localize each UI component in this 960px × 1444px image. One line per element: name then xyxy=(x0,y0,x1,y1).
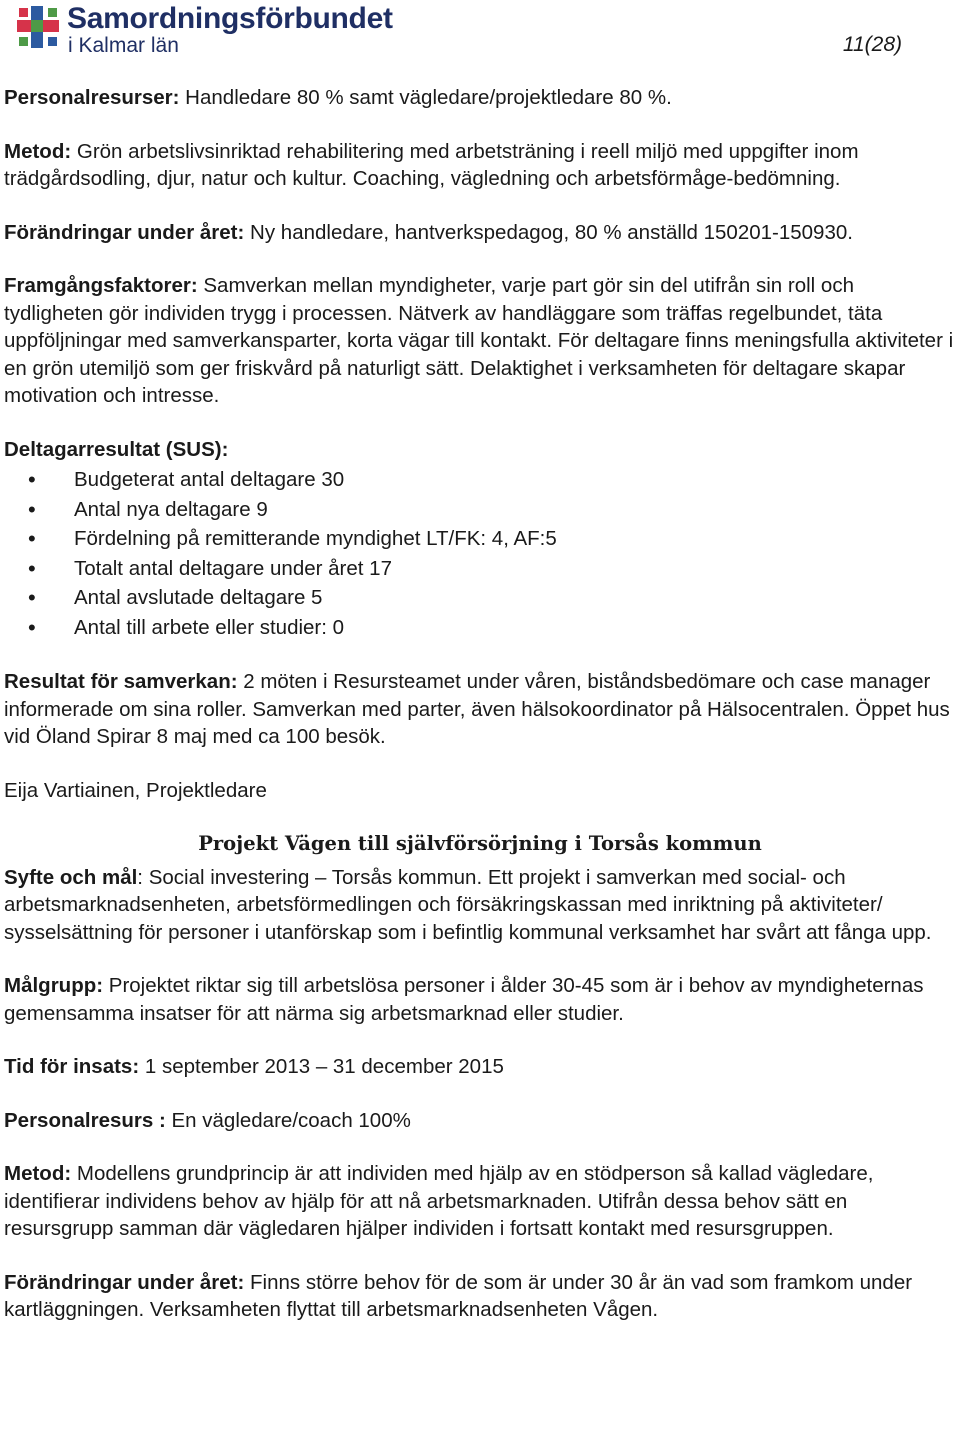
label-personalresurser: Personalresurser: xyxy=(4,86,180,109)
paragraph-personalresurser xyxy=(4,84,956,112)
section-heading: Projekt Vägen till självförsörjning i Torsås kommun xyxy=(198,832,762,855)
paragraph-framgangsfaktorer xyxy=(4,272,956,410)
label-metod: Metod: xyxy=(4,139,72,163)
samordningsforbundet-logo xyxy=(15,2,393,57)
deltagarresultat-heading: Deltagarresultat (SUS): xyxy=(4,437,229,461)
label-syfte: Syfte och mål xyxy=(4,865,138,889)
page-header xyxy=(0,0,960,60)
text-resultat-samverkan: 2 möten i Resursteamet under våren, biståndsbedömare och case manager informerade om sina roller. Samverkan med parter, även hälsokoordinator på Hälsocentralen. Öppet hus vid Öland Spirar 8 maj med ca 100 besök. xyxy=(4,670,950,748)
paragraph-tid xyxy=(4,1053,956,1081)
text-framgangsfaktorer: Samverkan mellan myndigheter, varje part gör sin del utifrån sin roll och tydligheten gör individen trygg i processen. Nätverk av handläggare som träffas regelbundet, täta uppföljningar med samverkansparter, korta vägar till kontakt. För deltagare finns meningsfulla aktiviteter i en grön utemiljö som ger friskvård på naturligt sätt. Delaktighet i verksamheten för deltagare skapar motivation och intresse. xyxy=(4,274,954,407)
label-tid: Tid för insats: xyxy=(4,1055,140,1078)
paragraph-forandringar xyxy=(4,219,956,247)
list-item: • Antal till arbete eller studier: 0 xyxy=(4,613,956,643)
text-forandringar-2: Finns större behov för de som är under 30 år än vad som framkom under kartläggningen. Verksamheten flyttat till arbetsmarknadsenheten Vågen. xyxy=(4,1270,913,1321)
label-framgangsfaktorer: Framgångsfaktorer: xyxy=(4,274,198,297)
text-forandringar: Ny handledare, hantverkspedagog, 80 % anställd 150201-150930. xyxy=(244,220,853,244)
list-item: • Antal avslutade deltagare 5 xyxy=(4,583,956,613)
signature: Eija Vartiainen, Projektledare xyxy=(4,778,267,802)
label-metod-2: Metod: xyxy=(4,1162,72,1185)
list-item: • Totalt antal deltagare under året 17 xyxy=(4,554,956,584)
list-item: • Fördelning på remitterande myndighet LT/FK: 4, AF:5 xyxy=(4,524,956,554)
paragraph-syfte xyxy=(4,864,956,947)
label-personalresurs: Personalresurs : xyxy=(4,1108,166,1132)
label-forandringar-2: Förändringar under året: xyxy=(4,1270,245,1294)
text-metod: Grön arbetslivsinriktad rehabilitering med arbetsträning i reell miljö med uppgifter inom trädgårdsodling, djur, natur och kultur. Coaching, vägledning och arbetsförmåge-bedömning. xyxy=(4,139,859,190)
label-forandringar: Förändringar under året: xyxy=(4,220,245,244)
list-item: • Budgeterat antal deltagare 30 xyxy=(4,465,956,495)
paragraph-metod xyxy=(4,138,956,193)
text-personalresurser: Handledare 80 % samt vägledare/projektledare 80 %. xyxy=(179,86,672,109)
logo-org-name: Samordningsförbundet xyxy=(67,2,393,35)
paragraph-forandringar-2 xyxy=(4,1269,956,1324)
list-item: • Antal nya deltagare 9 xyxy=(4,495,956,525)
page-number: 11(28) xyxy=(842,33,902,56)
label-malgrupp: Målgrupp: xyxy=(4,974,104,997)
logo-org-region: i Kalmar län xyxy=(68,34,179,57)
text-syfte: : Social investering – Torsås kommun. Ett projekt i samverkan med social- och arbetsmarknadsenheten, arbetsförmedlingen och försäkringskassan med inriktning på aktiviteter/ sysselsättning för personer i utanförskap som i befintlig kommunal verksamhet har svårt att fånga upp. xyxy=(4,865,932,944)
text-malgrupp: Projektet riktar sig till arbetslösa personer i ålder 30-45 som är i behov av myndigheternas gemensamma insatser för att närma sig arbetsmarknad eller studier. xyxy=(4,974,924,1025)
document-body xyxy=(4,84,956,1324)
label-resultat-samverkan: Resultat för samverkan: xyxy=(4,670,238,693)
text-metod-2: Modellens grundprincip är att individen med hjälp av en stödperson så kallad vägledare, identifierar individens behov av hjälp för att nå arbetsmarknaden. Utifrån dessa behov sätt en resursgrupp samman där vägledaren hjälper individen i fortsatt kontakt med resursgruppen. xyxy=(4,1162,874,1240)
paragraph-metod-2 xyxy=(4,1160,956,1243)
text-personalresurs: En vägledare/coach 100% xyxy=(165,1108,411,1132)
logo-cross-icon xyxy=(15,4,61,50)
paragraph-malgrupp xyxy=(4,972,956,1027)
deltagarresultat-list xyxy=(4,465,956,642)
text-tid: 1 september 2013 – 31 december 2015 xyxy=(139,1055,504,1078)
paragraph-personalresurs xyxy=(4,1107,956,1135)
paragraph-resultat-samverkan xyxy=(4,668,956,751)
